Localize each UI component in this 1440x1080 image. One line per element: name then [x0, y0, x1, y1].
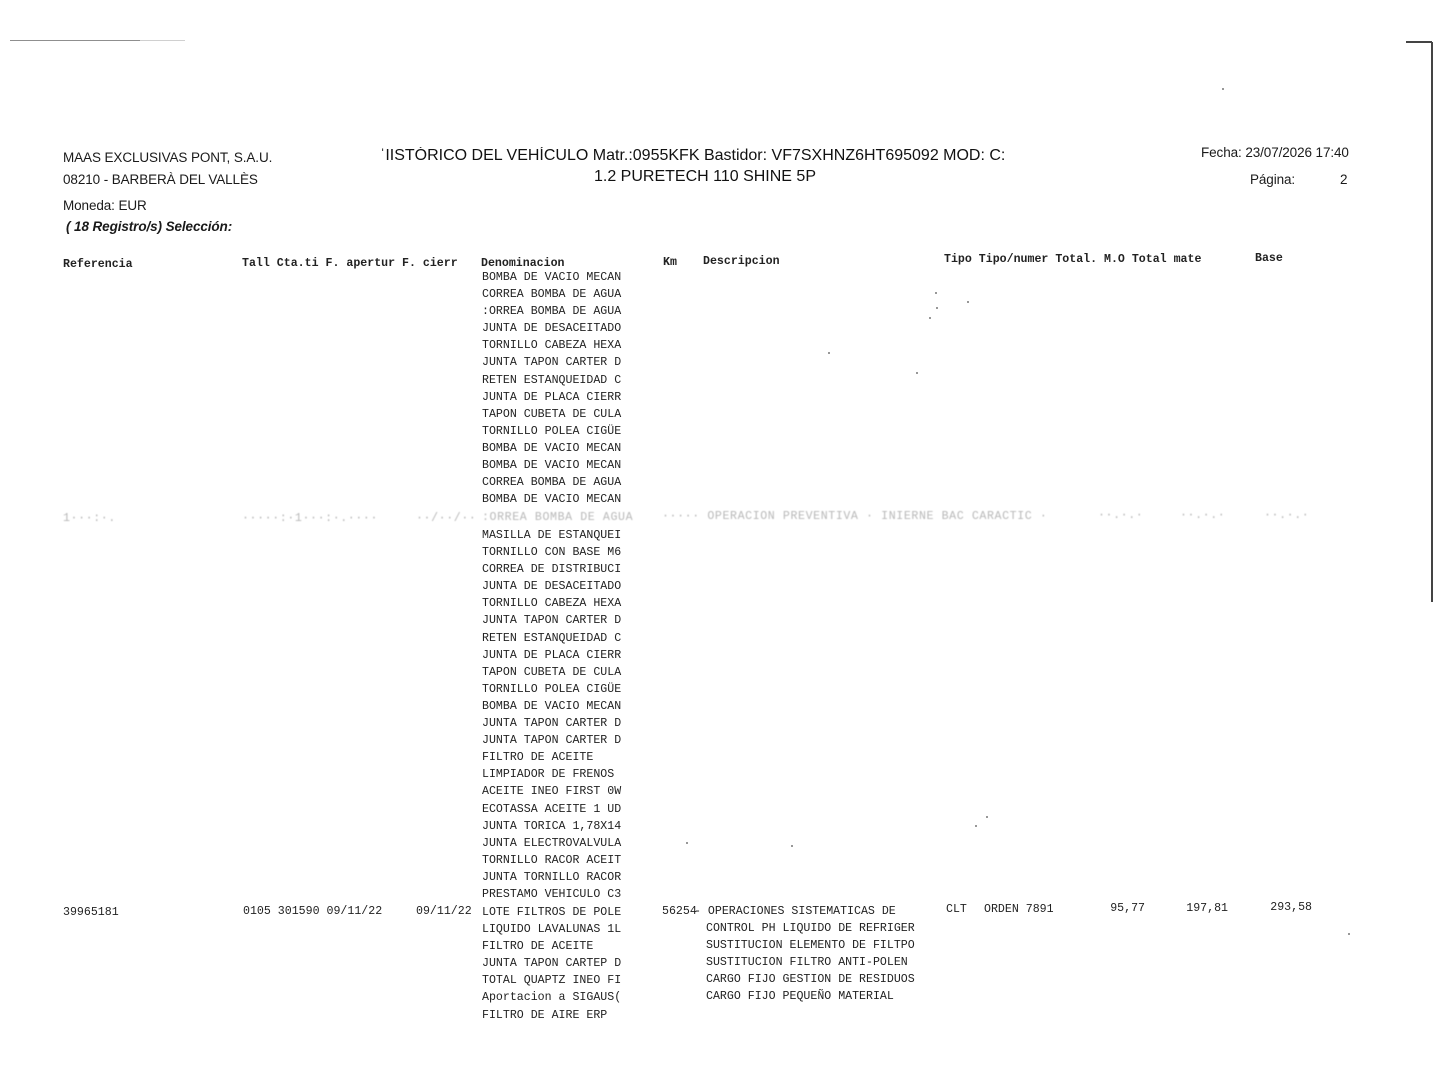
list-item: CARGO FIJO PEQUEÑO MATERIAL [706, 990, 894, 1004]
report-title-line1: ˈIISTÓRICO DEL VEHÍCULO Matr.:0955KFK Bastidor: VF7SXHNZ6HT695092 MOD: C: [380, 147, 1006, 164]
col-header-tipo-totales: Tipo Tipo/numer Total. M.O Total mate [944, 253, 1202, 266]
page-label: Página: [1250, 172, 1296, 187]
record-descripcion-list [694, 903, 915, 1006]
scan-speck [916, 372, 918, 374]
list-item: RETEN ESTANQUEIDAD C [482, 631, 622, 645]
scan-speck [686, 842, 688, 844]
col-header-denominacion: Denominacion [481, 257, 565, 270]
record-referencia: 39965181 [63, 906, 119, 919]
list-item: LIMPIADOR DE FRENOS [482, 768, 615, 782]
record-base: 293,58 [1270, 901, 1312, 914]
scan-speck [936, 307, 938, 309]
list-item: JUNTA TAPON CARTER D [482, 717, 622, 731]
col-header-tall-cta-fechas: Tall Cta.ti F. apertur F. cierr [242, 257, 458, 270]
list-item: ACEITE INEO FIRST 0W [482, 785, 622, 799]
denominacion-list-2 [482, 527, 621, 903]
report-title-line2: 1.2 PURETECH 110 SHINE 5P [593, 168, 816, 185]
faint-row-total-mo: ··.·.· [1098, 509, 1144, 522]
faint-row-base: ··.·.· [1264, 509, 1310, 522]
list-item: JUNTA DE PLACA CIERR [482, 390, 622, 404]
list-item: CORREA BOMBA DE AGUA [482, 288, 622, 302]
list-item: BOMBA DE VACIO MECAN [482, 441, 622, 455]
col-header-base: Base [1255, 252, 1283, 265]
list-item: CORREA BOMBA DE AGUA [482, 476, 622, 490]
list-item: BOMBA DE VACIO MECAN [482, 699, 622, 713]
scan-speck [929, 317, 931, 319]
list-item: LOTE FILTROS DE POLE [482, 906, 622, 919]
faint-row-total-mate: ··.·.· [1180, 509, 1226, 522]
list-item: JUNTA TAPON CARTEP D [482, 957, 622, 971]
scan-edge-line-top-left-faint [140, 40, 185, 41]
list-item: JUNTA TORICA 1,78X14 [482, 819, 622, 833]
list-item: - OPERACIONES SISTEMATICAS DE [694, 905, 896, 918]
list-item: RETEN ESTANQUEIDAD C [482, 373, 622, 387]
scan-edge-line-right [1431, 42, 1433, 602]
list-item: FILTRO DE ACEITE [482, 751, 594, 765]
list-item: TORNILLO RACOR ACEIT [482, 853, 622, 867]
scan-speck [1222, 88, 1224, 90]
list-item: MASILLA DE ESTANQUEI [482, 529, 622, 542]
list-item: TORNILLO CABEZA HEXA [482, 597, 622, 611]
scan-speck [967, 301, 969, 303]
list-item: TAPON CUBETA DE CULA [482, 407, 622, 421]
list-item: BOMBA DE VACIO MECAN [482, 459, 622, 473]
scan-speck [828, 352, 830, 354]
faint-row-tall-cta: ·····:·1···:·.···· [242, 512, 379, 525]
list-item: TORNILLO POLEA CIGÜE [482, 424, 622, 438]
scan-speck [1348, 933, 1350, 935]
list-item: TAPON CUBETA DE CULA [482, 665, 622, 679]
list-item: JUNTA ELECTROVALVULA [482, 836, 622, 850]
scan-speck [791, 845, 793, 847]
list-item: BOMBA DE VACIO MECAN [482, 271, 622, 284]
faint-row-km-descripcion: ····· OPERACION PREVENTIVA · INIERNE BAC CARACTIC · [662, 510, 1048, 523]
record-fecha-cierre: 09/11/22 [416, 905, 472, 918]
list-item: SUSTITUCION ELEMENTO DE FILTPO [706, 939, 915, 953]
col-header-descripcion: Descripcion [703, 255, 780, 268]
list-item: PRESTAMO VEHICULO C3 [482, 887, 622, 901]
record-tipo-numero: ORDEN 7891 [984, 903, 1054, 916]
list-item: TORNILLO CON BASE M6 [482, 546, 622, 560]
list-item: JUNTA TAPON CARTER D [482, 614, 622, 628]
list-item: JUNTA TAPON CARTER D [482, 356, 622, 370]
company-name: MAAS EXCLUSIVAS PONT, S.A.U. [63, 150, 273, 165]
list-item: JUNTA TORNILLO RACOR [482, 870, 622, 884]
list-item: ECOTASSA ACEITE 1 UD [482, 802, 622, 816]
scan-speck [986, 816, 988, 818]
list-item: :ORREA BOMBA DE AGUA [482, 305, 622, 319]
company-address: 08210 - BARBERÀ DEL VALLÈS [63, 172, 258, 187]
faint-row-denominacion: :ORREA BOMBA DE AGUA [482, 511, 634, 524]
list-item: CORREA DE DISTRIBUCI [482, 563, 622, 577]
list-item: CONTROL PH LIQUIDO DE REFRIGER [706, 922, 915, 936]
list-item: TORNILLO CABEZA HEXA [482, 339, 622, 353]
col-header-km: Km [663, 256, 677, 269]
scan-speck [935, 292, 937, 294]
list-item: FILTRO DE AIRE ERP [482, 1008, 608, 1022]
list-item: Aportacion a SIGAUS( [482, 991, 622, 1005]
faint-row-cierre: ··/··/·· [416, 512, 477, 525]
scan-speck [975, 825, 977, 827]
list-item: JUNTA DE DESACEITADO [482, 580, 622, 594]
report-date: Fecha: 23/07/2026 17:40 [1201, 145, 1349, 160]
list-item: LIQUIDO LAVALUNAS 1L [482, 923, 622, 937]
denominacion-list-1 [482, 269, 621, 508]
col-header-referencia: Referencia [63, 258, 133, 271]
list-item: BOMBA DE VACIO MECAN [482, 493, 622, 507]
record-total-mate: 197,81 [1186, 902, 1228, 915]
currency: Moneda: EUR [63, 198, 147, 213]
list-item: TOTAL QUAPTZ INEO FI [482, 974, 622, 988]
list-item: CARGO FIJO GESTION DE RESIDUOS [706, 973, 915, 987]
record-tall-cta-apertura: 0105 301590 09/11/22 [243, 905, 383, 918]
list-item: FILTRO DE ACEITE [482, 940, 594, 954]
record-denominacion-list [482, 904, 621, 1024]
list-item: TORNILLO POLEA CIGÜE [482, 682, 622, 696]
list-item: JUNTA TAPON CARTER D [482, 734, 622, 748]
scan-edge-line-top-left [10, 40, 140, 41]
record-km: 56254 [662, 905, 697, 918]
list-item: SUSTITUCION FILTRO ANTI-POLEN [706, 956, 908, 970]
scan-edge-line-top-right [1406, 41, 1432, 43]
selection-summary: ( 18 Registro/s) Selección: [66, 219, 233, 234]
list-item: JUNTA DE PLACA CIERR [482, 648, 622, 662]
record-tipo: CLT [946, 903, 967, 916]
record-total-mo: 95,77 [1110, 902, 1145, 915]
faint-row-referencia: 1···:·. [63, 512, 116, 525]
page-number: 2 [1340, 172, 1348, 187]
list-item: JUNTA DE DESACEITADO [482, 322, 622, 336]
